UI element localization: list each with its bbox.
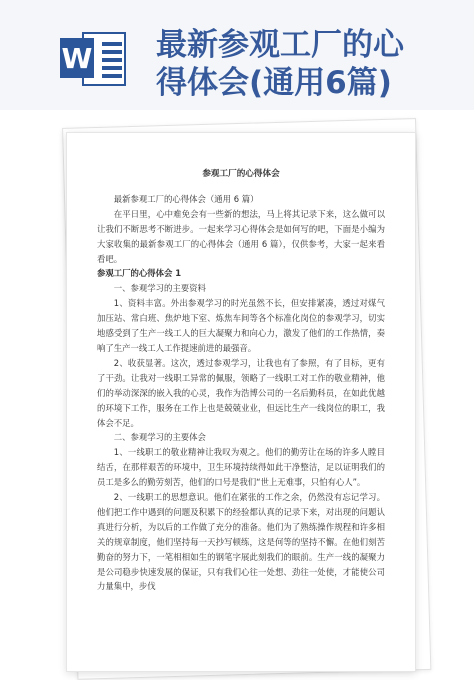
banner-title-line-2: 得体会(通用6篇): [156, 65, 392, 101]
header-banner: [0, 0, 474, 110]
heading-one: 一、参观学习的主要资料: [113, 283, 206, 294]
paragraph-four: 2、一线职工的思想意识。他们在紧张的工作之余，仍然没有忘记学习。他们把工作中遇到的问题及积累下的经验都认真的记录下来，对出现的问题认真进行分析，为以后的工作做了充分的准备。他们为了熟练操作规程和许多相关的规章制度，他们坚持每一天抄写顿练，这是何等的坚持不懈。在他们刻苦勤奋的努力下，一笔相相如生的钢笔字展此刻我们的眼前。生产一线的凝聚力是公司稳步快速发展的保证，只有我们心往一处想、劲往一处使，才能使公司力量集中，步伐: [97, 492, 385, 592]
document-subtitle: 最新参观工厂的心得体会（通用 6 篇）: [113, 193, 259, 204]
paragraph-three: 1、一线职工的敬业精神让我叹为观之。他们的勤劳让在场的许多人瞠目结舌，在那样艰苦的环境中，卫生环境持续得如此干净整洁，足以证明我们的员工是多么的勤劳刻苦，他们的口号是我们“世上无难事，只怕有心人”。: [97, 447, 385, 488]
paragraph-one: 1、资料丰富。外出参观学习的时光虽然不长，但安排紧凑，透过对煤气加压站、常白班、焦炉地下室、炼焦车间等各个标准化岗位的参观学习，切实地感受到了生产一线工人的巨大凝聚力和向心力，激发了他们的工作热情，奏响了生产一线工人工作提速前进的最强音。: [97, 298, 385, 353]
section-title: 参观工厂的心得体会 1: [97, 268, 182, 279]
paragraph-two: 2、收获显著。这次，透过参观学习，让我也有了参照，有了目标，更有了干劲。让我对一线职工异常的佩服，领略了一线职工对工作的敬业精神，他们的举动深深的嵌入我的心灵，我作为浩博公司的一名后勤科员，在如此优越的环境下工作，服务在工作上也是兢兢业业，但远比生产一线岗位的职工，我体会不足。: [97, 357, 385, 428]
document-page[interactable]: [66, 132, 416, 672]
word-badge: [60, 38, 94, 78]
document-title: 参观工厂的心得体会: [202, 169, 280, 179]
heading-two: 二、参观学习的主要体会: [113, 432, 206, 443]
banner-title-line-1: 最新参观工厂的心: [156, 27, 404, 63]
word-document-icon: [60, 32, 126, 86]
intro-paragraph: 在平日里，心中难免会有一些新的想法，马上将其记录下来，这么做可以让我们不断思考不断进步。一起来学习心得体会是如何写的吧，下面是小编为大家收集的最新参观工厂的心得体会（通用 6 篇），仅供参考，大家一起来看看吧。: [97, 208, 385, 264]
word-letter: W: [61, 41, 93, 75]
banner-title: [156, 26, 456, 102]
